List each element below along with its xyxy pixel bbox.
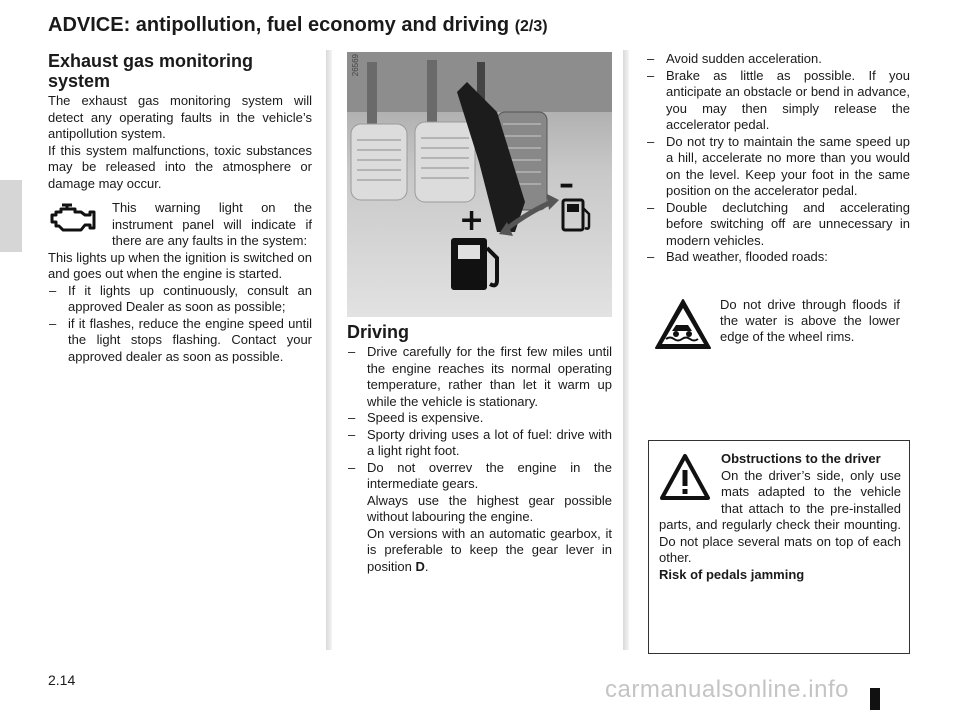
flood-warning-text: Do not drive through floods if the water is above the lower edge of the wheel rims. [720,297,900,344]
list-item: – Bad weather, flooded roads: [646,249,910,266]
figure-ref: 26569 [351,54,360,77]
plus-sign: + [459,203,485,238]
list-item: – if it flashes, reduce the engine speed until the light stops flashing. Contact your approved dealer as soon as possible. [48,316,312,366]
gear-note: Always use the highest gear possible without labouring the engine. [367,492,612,524]
auto-note-end: . [424,558,429,574]
list-item: – Sporty driving uses a lot of fuel: drive with a light right foot. [347,427,612,460]
list-item: – Avoid sudden acceleration. [646,51,910,68]
warning-box-emphasis: Risk of pedals jamming [659,566,805,582]
pedals-figure [347,52,612,317]
flooded-road-warning-icon [654,298,712,350]
warning-box-title: Obstructions to the driver [721,451,881,466]
warning-box-body: On the driver’s side, only use mats adapted to the vehicle that attach to the pre-installed parts, and regularly check their mounting. Do not place several mats on top of each other. [659,467,901,565]
warning-light-row [48,200,312,250]
list-item: – Do not try to maintain the same speed up a hill, accelerate no more than you would on the level. Keep your foot in the same position on the accelerator pedal. [646,134,910,200]
gear-position: D [415,558,425,574]
driving-heading: Driving [347,322,410,342]
list-item: – Double declutching and accelerating before switching off are unnecessary in modern vehicles. [646,200,910,250]
watermark: carmanualsonline.info [605,676,849,703]
column-divider [623,50,629,650]
auto-note [347,526,612,576]
page-title-text: ADVICE: antipollution, fuel economy and driving [48,14,510,36]
lights-up-text: This lights up when the ignition is switched on and goes out when the engine is started. [48,249,312,281]
warning-triangle-icon [659,453,711,501]
right-list [646,51,910,266]
warning-light-text: This warning light on the instrument panel will indicate if there are any faults in the system: [112,200,312,248]
page-number: 2.14 [48,672,76,688]
minus-sign: – [559,167,574,202]
section-tab [0,180,22,252]
corner-mark [870,688,880,710]
page-title [48,14,548,37]
auto-note-text: On versions with an automatic gearbox, it is preferable to keep the gear lever in position [367,525,612,574]
column-divider [326,50,332,650]
exhaust-heading: Exhaust gas monitoring system [48,51,254,91]
page-title-suffix: (2/3) [514,18,548,35]
pedals-illustration [347,52,612,317]
driving-section [347,322,612,575]
exhaust-section [48,51,312,365]
list-item: – If it lights up continuously, consult an approved Dealer as soon as possible; [48,283,312,316]
engine-warning-icon [48,202,102,236]
list-item: – Brake as little as possible. If you anticipate an obstacle or bend in advance, you may then simply release the accelerator pedal. [646,68,910,134]
list-item: – Do not overrev the engine in the intermediate gears. [347,460,612,493]
exhaust-intro: The exhaust gas monitoring system will detect any operating faults in the vehicle’s antipollution system. [48,93,312,141]
list-item: – Drive carefully for the first few miles until the engine reaches its normal operating temperature, rather than let it warm up while the vehicle is stationary. [347,344,612,410]
list-item: – Speed is expensive. [347,410,612,427]
warning-box [648,440,910,654]
exhaust-intro2: If this system malfunctions, toxic substances may be released into the atmosphere or damage may occur. [48,142,312,191]
